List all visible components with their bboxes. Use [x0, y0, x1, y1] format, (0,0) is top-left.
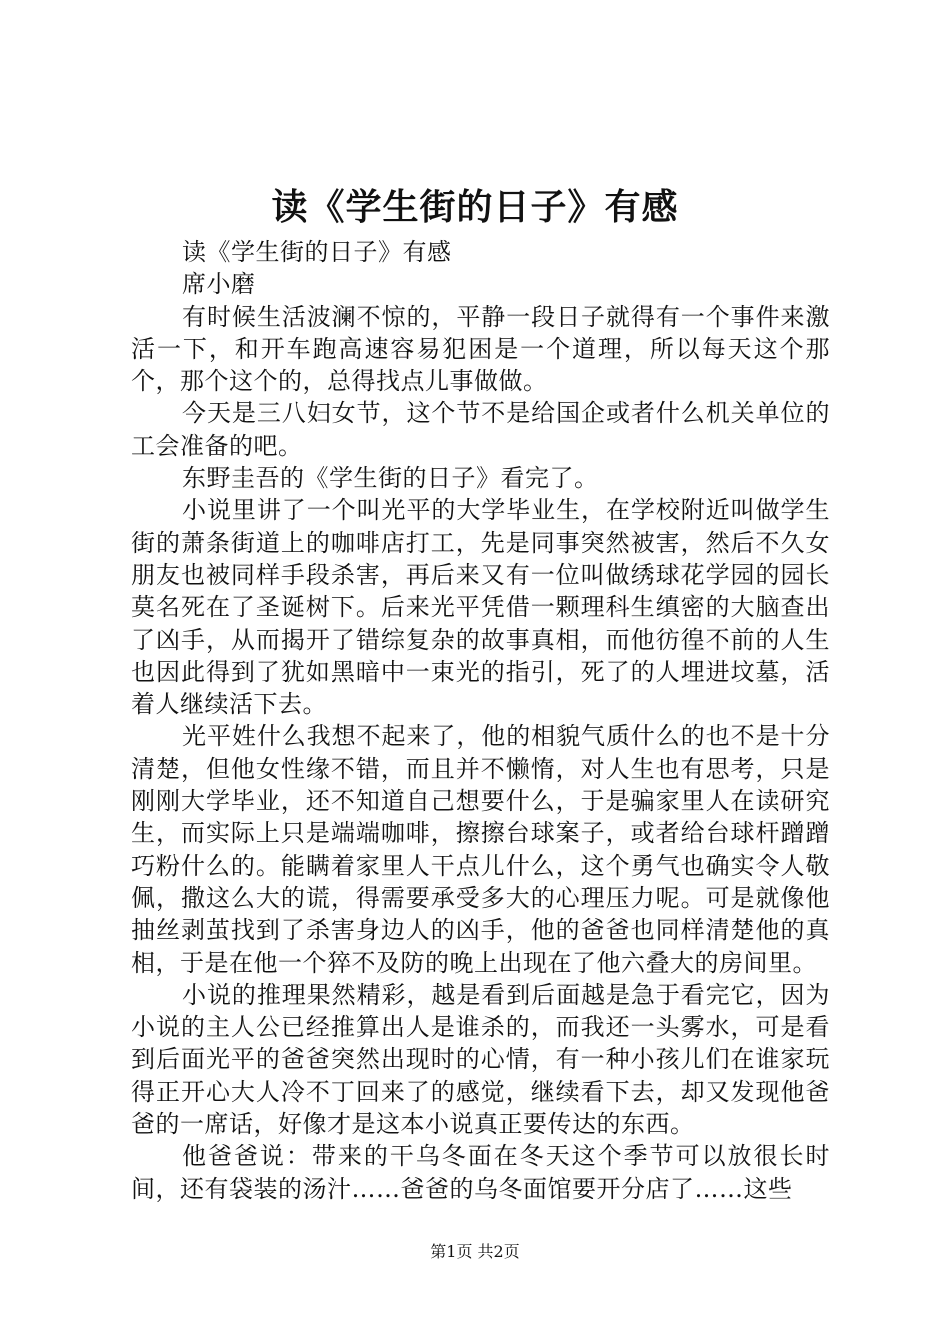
body-paragraph: 小说里讲了一个叫光平的大学毕业生，在学校附近叫做学生街的萧条街道上的咖啡店打工，先是同事突然被害，然后不久女朋友也被同样手段杀害，再后来又有一位叫做绣球花学园的园长莫名死在了圣诞树下。后来光平凭借一颗理科生缜密的大脑查出了凶手，从而揭开了错综复杂的故事真相，而他彷徨不前的人生也因此得到了犹如黑暗中一束光的指引，死了的人埋进坟墓，活着人继续活下去。	[131, 496, 830, 719]
author-paragraph: 席小磨	[182, 270, 256, 299]
body-paragraph: 小说的推理果然精彩，越是看到后面越是急于看完它，因为小说的主人公已经推算出人是谁杀的，而我还一头雾水，可是看到后面光平的爸爸突然出现时的心情，有一种小孩儿们在谁家玩得正开心大人冷不丁回来了的感觉，继续看下去，却又发现他爸爸的一席话，好像才是这本小说真正要传达的东西。	[131, 980, 830, 1139]
document-body	[131, 236, 830, 1205]
document-title: 读《学生街的日子》有感	[271, 186, 679, 228]
body-paragraph: 他爸爸说：带来的干乌冬面在冬天这个季节可以放很长时间，还有袋装的汤汁……爸爸的乌冬面馆要开分店了……这些	[131, 1142, 830, 1203]
body-paragraph: 有时候生活波澜不惊的，平静一段日子就得有一个事件来激活一下，和开车跑高速容易犯困是一个道理，所以每天这个那个，那个这个的，总得找点儿事做做。	[131, 302, 830, 396]
page-number-footer: 第1页 共2页	[430, 1242, 520, 1261]
body-paragraph: 光平姓什么我想不起来了，他的相貌气质什么的也不是十分清楚，但他女性缘不错，而且并不懒惰，对人生也有思考，只是刚刚大学毕业，还不知道自己想要什么，于是骗家里人在读研究生，而实际上只是端端咖啡，擦擦台球案子，或者给台球杆蹭蹭巧粉什么的。能瞒着家里人干点儿什么，这个勇气也确实令人敬佩，撒这么大的谎，得需要承受多大的心理压力呢。可是就像他抽丝剥茧找到了杀害身边人的凶手，他的爸爸也同样清楚他的真相，于是在他一个猝不及防的晚上出现在了他六叠大的房间里。	[131, 722, 830, 977]
subtitle-paragraph: 读《学生街的日子》有感	[182, 238, 452, 266]
body-paragraph: 东野圭吾的《学生街的日子》看完了。	[182, 464, 599, 493]
body-paragraph: 今天是三八妇女节，这个节不是给国企或者什么机关单位的工会准备的吧。	[131, 399, 830, 460]
